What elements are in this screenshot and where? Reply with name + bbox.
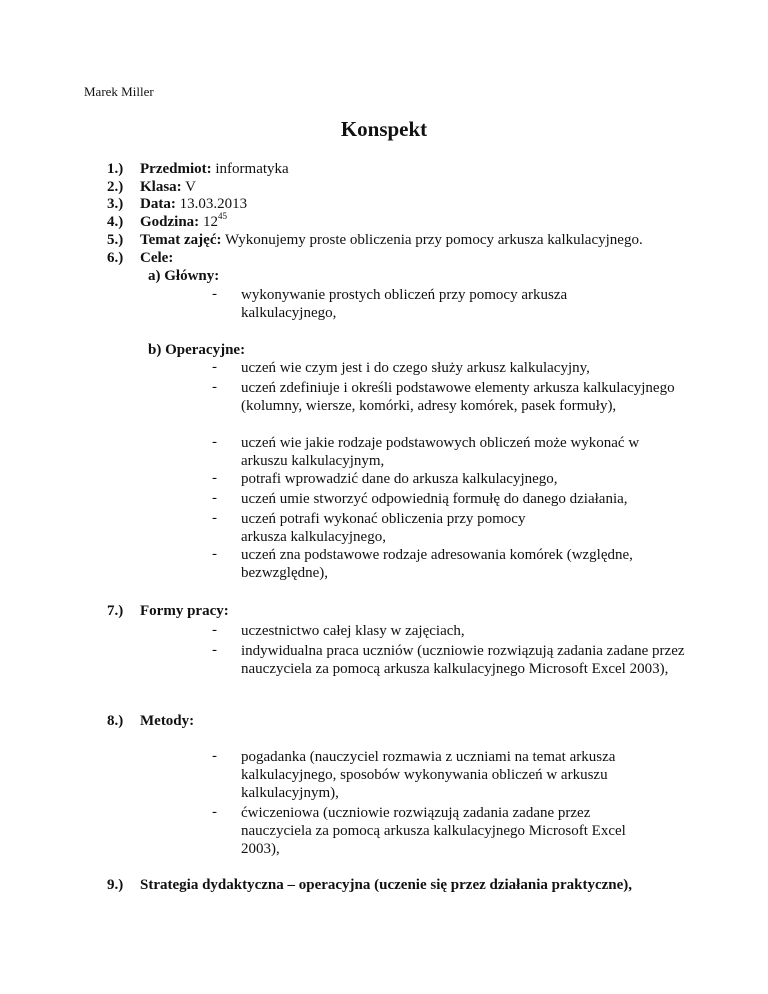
item-label: Data: (140, 196, 176, 212)
bullet-dash: - (212, 359, 217, 375)
item-goals (140, 250, 173, 267)
item-class (140, 179, 196, 196)
goal-operational-bullet: uczeń wie czym jest i do czego służy arkusz kalkulacyjny, (241, 360, 590, 376)
goal-operational-heading: b) Operacyjne: (148, 342, 246, 358)
bullet-dash: - (212, 510, 217, 526)
item-number: 8.) (107, 713, 124, 729)
item-value: 13.03.2013 (179, 196, 248, 212)
goal-operational-bullet: uczeń zna podstawowe rodzaje adresowania komórek (względne, bezwzględne), (241, 547, 633, 581)
forms-heading: Formy pracy: (140, 603, 229, 619)
goal-operational-bullet: potrafi wprowadzić dane do arkusza kalkulacyjnego, (241, 471, 558, 487)
bullet-dash: - (212, 470, 217, 486)
item-label: Temat zajęć: (140, 232, 222, 248)
item-value-superscript: 45 (217, 211, 227, 221)
forms-bullet: uczestnictwo całej klasy w zajęciach, (241, 623, 465, 639)
item-number: 3.) (107, 196, 124, 212)
bullet-dash: - (212, 286, 217, 302)
strategy-text: Strategia dydaktyczna – operacyjna (uczenie się przez działania praktyczne), (140, 877, 633, 893)
goal-operational-bullet: uczeń umie stworzyć odpowiednią formułę do danego działania, (241, 491, 628, 507)
item-value: Wykonujemy proste obliczenia przy pomocy arkusza kalkulacyjnego. (224, 232, 643, 248)
item-hour (140, 211, 227, 231)
goal-main-bullet: wykonywanie prostych obliczeń przy pomocy arkusza kalkulacyjnego, (241, 287, 568, 321)
item-date (140, 196, 247, 213)
item-value: informatyka (215, 161, 289, 177)
item-subject (140, 161, 289, 178)
goal-operational-bullet: uczeń potrafi wykonać obliczenia przy pomocy arkusza kalkulacyjnego, (241, 511, 526, 545)
item-number: 6.) (107, 250, 124, 266)
bullet-dash: - (212, 490, 217, 506)
bullet-dash: - (212, 379, 217, 395)
item-number: 9.) (107, 877, 124, 893)
author-name: Marek Miller (84, 84, 154, 99)
document-title: Konspekt (340, 117, 428, 141)
item-number: 1.) (107, 161, 124, 177)
item-value: V (185, 179, 196, 195)
goal-operational-bullet: uczeń wie jakie rodzaje podstawowych obliczeń może wykonać w arkuszu kalkulacyjnym, (241, 435, 640, 469)
item-number: 2.) (107, 179, 124, 195)
bullet-dash: - (212, 642, 217, 658)
item-label: Cele: (140, 250, 174, 266)
goal-operational-bullet: uczeń zdefiniuje i określi podstawowe elementy arkusza kalkulacyjnego (kolumny, wiersze, komórki, adresy komórek, pasek formuły), (241, 380, 675, 414)
item-label: Klasa: (140, 179, 182, 195)
bullet-dash: - (212, 434, 217, 450)
item-label: Przedmiot: (140, 161, 212, 177)
item-number: 4.) (107, 214, 124, 230)
item-label: Godzina: (140, 214, 200, 230)
bullet-dash: - (212, 546, 217, 562)
item-number: 5.) (107, 232, 124, 248)
bullet-dash: - (212, 622, 217, 638)
item-topic (140, 232, 643, 249)
methods-bullet: pogadanka (nauczyciel rozmawia z uczniami na temat arkusza kalkulacyjnego, sposobów wykonywania obliczeń w arkuszu kalkulacyjnym), (241, 749, 616, 801)
item-value: 12 (202, 214, 218, 230)
bullet-dash: - (212, 748, 217, 764)
goal-main-heading: a) Główny: (148, 268, 220, 284)
methods-heading: Metody: (140, 713, 195, 729)
bullet-dash: - (212, 804, 217, 820)
forms-bullet: indywidualna praca uczniów (uczniowie rozwiązują zadania zadane przez nauczyciela za pomocą arkusza kalkulacyjnego Microsoft Excel 2003), (241, 643, 685, 677)
methods-bullet: ćwiczeniowa (uczniowie rozwiązują zadania zadane przez nauczyciela za pomocą arkusza kalkulacyjnego Microsoft Excel 2003), (241, 805, 626, 857)
item-number: 7.) (107, 603, 124, 619)
